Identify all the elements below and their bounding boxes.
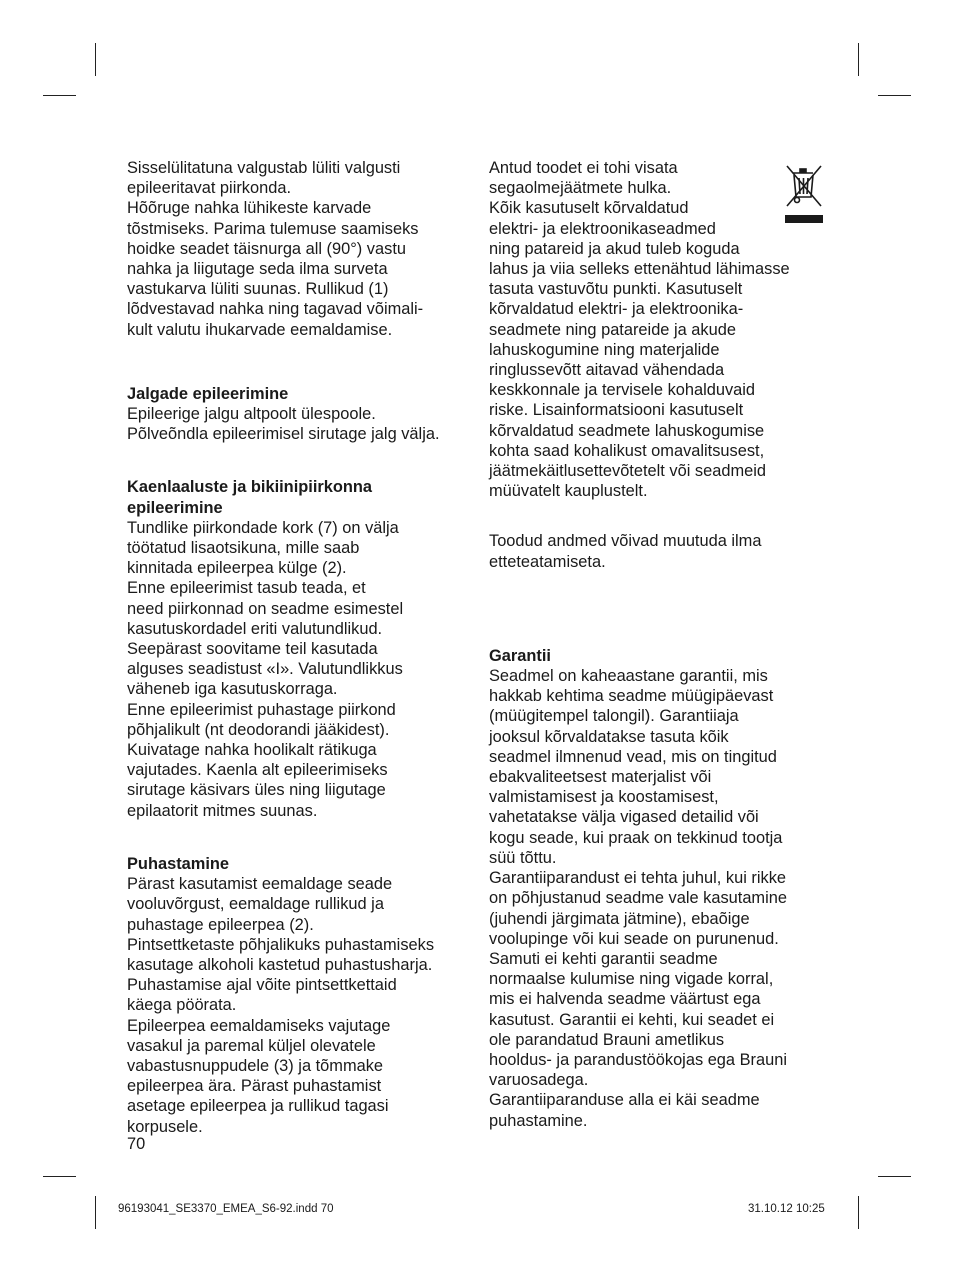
text-line: kult valutu ihukarvade eemaldamise. [127,320,393,339]
text-line: Epileerige jalgu altpoolt ülespoole. [127,405,376,424]
text-line: (müügitempel talongil). Garantiiaja [489,707,739,726]
legs-section [127,384,472,445]
text-line: Pärast kasutamist eemaldage seade [127,875,393,894]
text-line: ning patareid ja akud tuleb koguda [489,239,740,258]
text-line: kõrvaldatud seadmete lahuskogumise [489,421,765,440]
text-line: kinnitada epileerpea külge (2). [127,559,347,578]
text-line: ringlussevõtt aitavad vähendada [489,361,725,380]
text-line: seadmete ning patareide ja akude [489,320,736,339]
text-line: jäätmekäitlusettevõtetelt või seadmeid [489,462,766,481]
text-line: hooldus- ja parandustöökojas ega Brauni [489,1050,787,1069]
crop-mark-bl-v [95,1196,96,1229]
text-line: tõstmiseks. Parima tulemuse saamiseks [127,219,419,238]
text-line: Sisselülitatuna valgustab lüliti valgusti [127,159,401,177]
crop-mark-br-h [878,1176,911,1177]
underarm-section [127,477,472,820]
text-line: etteteatamiseta. [489,552,606,571]
text-line: lahuskogumine ning materjalide [489,340,720,359]
text-line: hoidke seadet täisnurga all (90°) vastu [127,239,406,258]
page-number: 70 [127,1135,146,1153]
text-line: Enne epileerimist tasub teada, et [127,579,366,598]
text-line: Kõik kasutuselt kõrvaldatud [489,199,689,218]
crop-mark-bl-h [43,1176,76,1177]
text-line: Samuti ei kehti garantii seadme [489,949,718,968]
text-line: väheneb iga kasutuskorraga. [127,680,338,699]
text-line: riske. Lisainformatsiooni kasutuselt [489,401,744,420]
text-line: seadmel ilmnenud vead, mis on tingitud [489,747,777,766]
text-line: kõrvaldatud elektri- ja elektroonika- [489,300,744,319]
text-line: vastukarva lüliti suunas. Rullikud (1) [127,280,389,299]
text-line: valmistamisest ja koostamisest, [489,788,719,807]
text-line: on põhjustanud seadme vale kasutamine [489,889,787,908]
text-line: segaolmejäätmete hulka. [489,179,672,198]
text-line: normaalse kulumise ning vigade korral, [489,970,774,989]
text-line: tasuta vastuvõtu punkti. Kasutuselt [489,280,743,299]
warranty-section [489,646,834,1131]
text-line: Epileerpea eemaldamiseks vajutage [127,1016,391,1035]
text-line: epilaatorit mitmes suunas. [127,801,318,820]
text-line: põhjalikult (nt deodorandi jääkidest). [127,720,390,739]
text-line: voolupinge või kui seade on purunenud. [489,929,779,948]
text-line: jooksul kõrvaldatakse tasuta kõik [489,727,729,746]
text-line: korpusele. [127,1117,203,1136]
crop-mark-tl-v [95,43,96,76]
text-line: Puhastamise ajal võite pintsettkettaid [127,976,397,995]
text-line: Seadmel on kaheaastane garantii, mis [489,667,768,686]
text-line: epileerpea ära. Pärast puhastamist [127,1077,382,1096]
text-line: sirutage käsivars üles ning liigutage [127,781,386,800]
text-line: Toodud andmed võivad muutuda ilma [489,532,762,551]
text-line: vasakul ja paremal küljel olevatele [127,1036,376,1055]
text-line: ebakvaliteetsest materjalist või [489,768,712,787]
text-line: Garantiiparandust ei tehta juhul, kui rikke [489,869,787,888]
crop-mark-tr-v [858,43,859,76]
text-line: Kuivatage nahka hoolikalt rätikuga [127,741,377,760]
text-line: epileeritavat piirkonda. [127,179,292,198]
section-heading: Kaenlaaluste ja bikiinipiirkonna [127,478,373,497]
text-line: lõdvestavad nahka ning tagavad võimali- [127,300,424,319]
left-column [127,158,472,1137]
text-line: kohta saad kohalikust omavalitsusest, [489,441,765,460]
text-line: mis ei halvenda seadme väärtust ega [489,990,761,1009]
crop-mark-tl-h [43,95,76,96]
text-line: Garantiiparanduse alla ei käi seadme [489,1091,760,1110]
slug-date-time: 31.10.12 10:25 [748,1203,825,1215]
text-line: puhastamine. [489,1111,588,1130]
text-line: kogu seade, kui praak on tekkinud tootja [489,828,783,847]
text-line: Seepärast soovitame teil kasutada [127,640,378,659]
crop-mark-br-v [858,1196,859,1229]
text-line: süü tõttu. [489,848,557,867]
text-line: Tundlike piirkondade kork (7) on välja [127,518,399,537]
cleaning-section [127,854,472,1137]
intro-paragraph [127,158,472,340]
text-line: käega pöörata. [127,996,237,1015]
text-line: Antud toodet ei tohi visata [489,159,678,177]
text-line: Enne epileerimist puhastage piirkond [127,700,396,719]
text-line: (juhendi järgimata jätmine), ebaõige [489,909,750,928]
text-line: asetage epileerpea ja rullikud tagasi [127,1097,389,1116]
text-line: vabastusnuppudele (3) ja tõmmake [127,1056,384,1075]
text-line: müüvatelt kauplustelt. [489,482,648,501]
text-line: Põlveõndla epileerimisel sirutage jalg välja. [127,425,440,444]
text-line: Pintsettketaste põhjalikuks puhastamiseks [127,935,435,954]
text-line: kasutage alkoholi kastetud puhastusharja. [127,955,433,974]
text-line: hakkab kehtima seadme müügipäevast [489,687,774,706]
right-column [489,158,834,1131]
crossed-out-wheelie-bin-icon [783,163,825,227]
section-heading: Garantii [489,646,551,665]
text-line: töötatud lisaotsikuna, mille saab [127,539,360,558]
text-line: kasutuskordadel eriti valutundlikud. [127,619,383,638]
text-line: kasutust. Garantii ei kehti, kui seadet ei [489,1010,775,1029]
text-line: varuosadega. [489,1071,589,1090]
text-line: alguses seadistust «I». Valutundlikkus [127,660,403,679]
text-line: vooluvõrgust, eemaldage rullikud ja [127,895,384,914]
text-line: elektri- ja elektroonikaseadmed [489,219,716,238]
notice-paragraph [489,531,834,571]
text-line: keskkonnale ja tervisele kohalduvaid [489,381,756,400]
section-heading: epileerimine [127,498,223,517]
text-line: vajutades. Kaenla alt epileerimiseks [127,761,388,780]
text-line: nahka ja liigutage seda ilma surveta [127,260,388,279]
text-line: ole parandatud Brauni ametlikus [489,1030,725,1049]
text-line: lahus ja viia selleks ettenähtud lähimasse [489,260,790,279]
text-line: vahetatakse välja vigased detailid või [489,808,759,827]
text-line: puhastage epileerpea (2). [127,915,314,934]
text-line: Hõõruge nahka lühikeste karvade [127,199,372,218]
crop-mark-tr-h [878,95,911,96]
slug-file-info: 96193041_SE3370_EMEA_S6-92.indd 70 [118,1203,334,1215]
text-line: need piirkonnad on seadme esimestel [127,599,404,618]
section-heading: Puhastamine [127,854,230,873]
section-heading: Jalgade epileerimine [127,384,289,403]
